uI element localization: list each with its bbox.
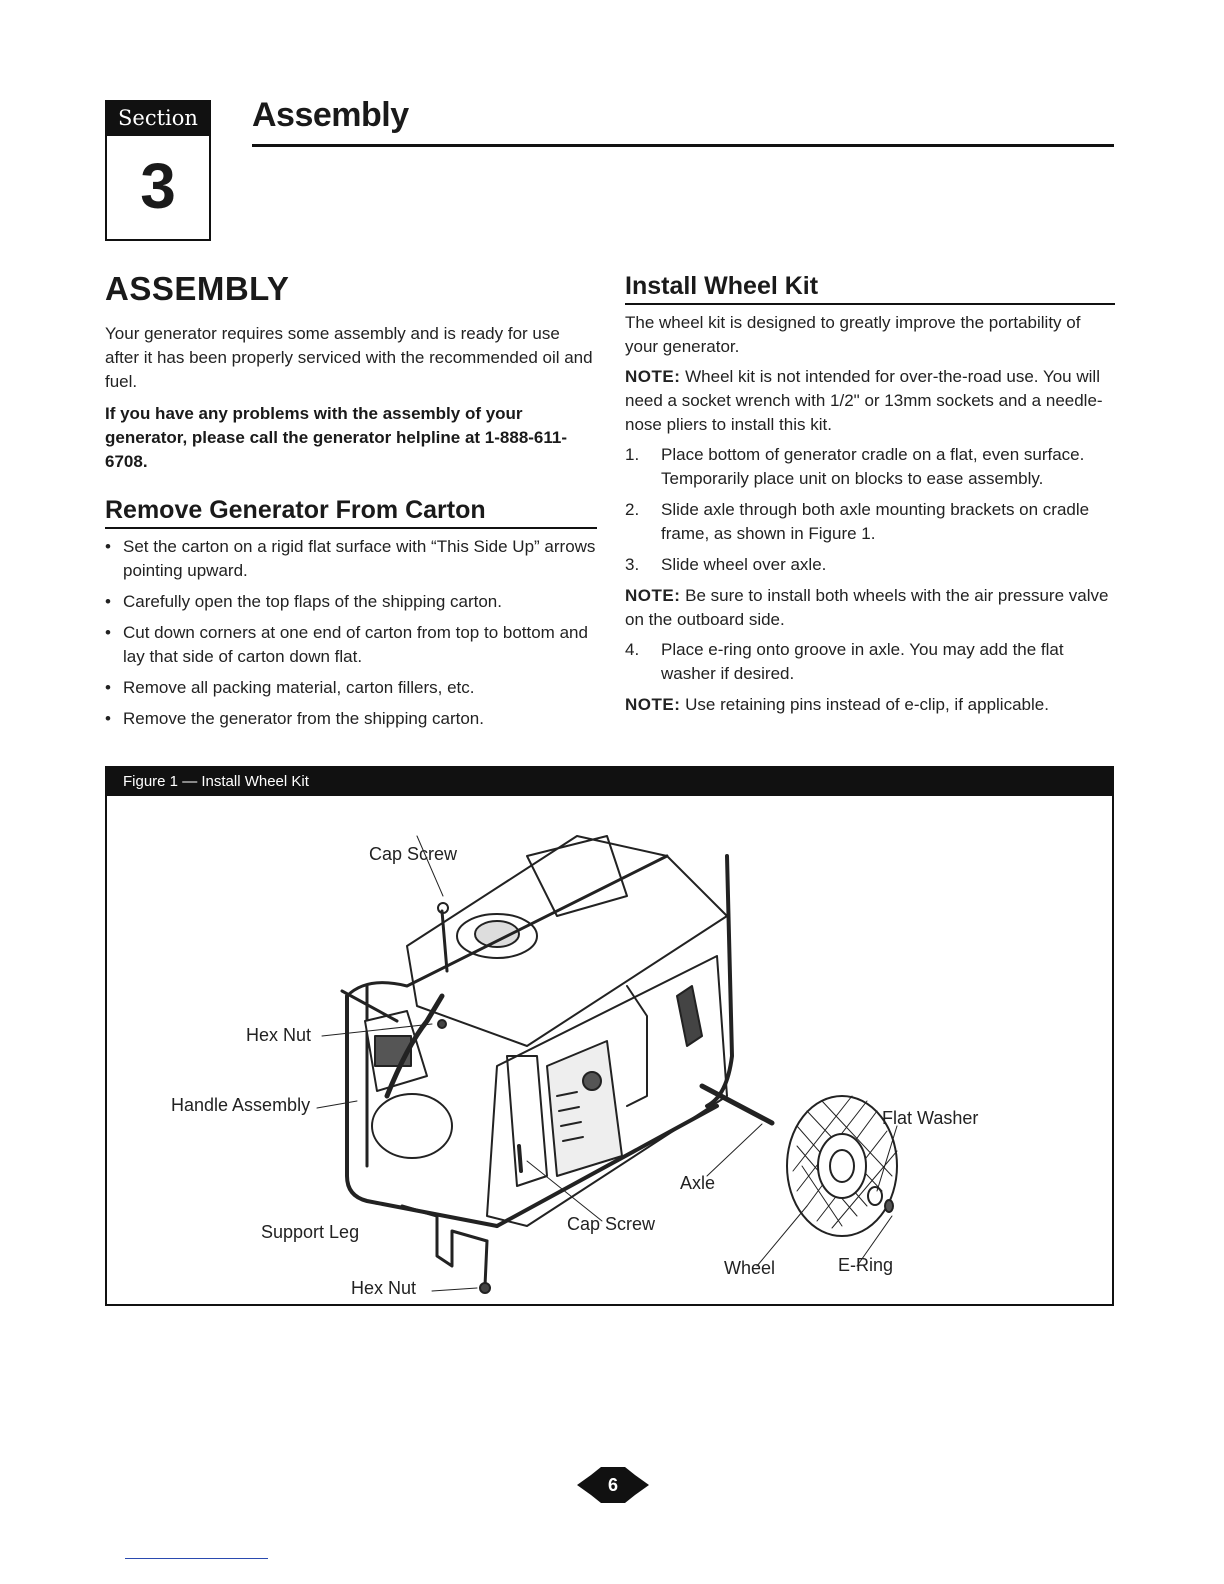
label-axle: Axle [680, 1173, 716, 1193]
section-number: 3 [140, 150, 176, 222]
note-label: NOTE: [625, 367, 681, 386]
assembly-intro: Your generator requires some assembly and is ready for use after it has been properly serviced with the recommended oil and fuel. [105, 324, 593, 391]
note-1: NOTE: Wheel kit is not intended for over-the-road use. You will need a socket wrench with 1/2" or 13mm sockets and a needle-nose pliers to install this kit. [625, 367, 1103, 434]
list-item: • Set the carton on a rigid flat surface with “This Side Up” arrows pointing upward. [105, 537, 596, 580]
figure-caption: Figure 1 — Install Wheel Kit [107, 768, 1112, 796]
install-steps [625, 443, 1115, 577]
assembly-heading: ASSEMBLY [105, 270, 290, 307]
label-e-ring: E-Ring [838, 1255, 894, 1275]
wheel-kit-intro: The wheel kit is designed to greatly improve the portability of your generator. [625, 313, 1081, 356]
bullet-icon: • [105, 709, 111, 728]
bullet-icon: • [105, 678, 111, 697]
note-label: NOTE: [625, 586, 681, 605]
helpline-text: If you have any problems with the assembly of your generator, please call the generator helpline at 1-888-611-6708. [105, 404, 568, 471]
figure-install-wheel-kit [105, 766, 1114, 1306]
step-item: 2. Slide axle through both axle mounting brackets on cradle frame, as shown in Figure 1. [625, 500, 1090, 543]
label-cap-screw-bottom: Cap Screw [567, 1214, 656, 1234]
list-item: • Remove the generator from the shipping carton. [105, 707, 597, 731]
label-cap-screw-top: Cap Screw [369, 844, 458, 864]
wheel-kit-heading: Install Wheel Kit [625, 272, 1115, 305]
label-flat-washer: Flat Washer [882, 1108, 979, 1128]
step-item: 4. Place e-ring onto groove in axle. You may add the flat washer if desired. [625, 640, 1064, 683]
page-number [577, 1465, 649, 1505]
right-column [625, 272, 1115, 723]
list-item: • Remove all packing material, carton fillers, etc. [105, 676, 597, 700]
bullet-icon: • [105, 592, 111, 611]
note-2: NOTE: Be sure to install both wheels with the air pressure valve on the outboard side. [625, 586, 1109, 629]
title-divider [252, 144, 1114, 147]
bullet-icon: • [105, 537, 111, 556]
label-support-leg: Support Leg [261, 1222, 360, 1242]
list-item: • Cut down corners at one end of carton from top to bottom and lay that side of carton down flat. [105, 623, 588, 666]
label-wheel: Wheel [724, 1258, 776, 1278]
page-number-text: 6 [607, 1475, 618, 1495]
remove-carton-list [105, 535, 597, 731]
note-label: NOTE: [625, 695, 681, 714]
bullet-icon: • [105, 623, 111, 642]
page-title: Assembly [252, 96, 409, 134]
note-3: NOTE: Use retaining pins instead of e-clip, if applicable. [625, 695, 1049, 714]
step-item: 1. Place bottom of generator cradle on a flat, even surface. Temporarily place unit on blocks to ease assembly. [625, 445, 1085, 488]
label-handle-assembly: Handle Assembly [171, 1095, 311, 1115]
left-column [105, 270, 597, 738]
step-item: 3. Slide wheel over axle. [625, 555, 827, 574]
footer-rule [125, 1558, 268, 1559]
label-hex-nut-upper: Hex Nut [246, 1025, 312, 1045]
section-badge [105, 100, 211, 241]
label-hex-nut-lower: Hex Nut [351, 1278, 417, 1298]
remove-carton-heading: Remove Generator From Carton [105, 496, 597, 529]
section-label: Section [107, 102, 209, 136]
install-steps-continued [625, 638, 1115, 686]
list-item: • Carefully open the top flaps of the shipping carton. [105, 590, 597, 614]
